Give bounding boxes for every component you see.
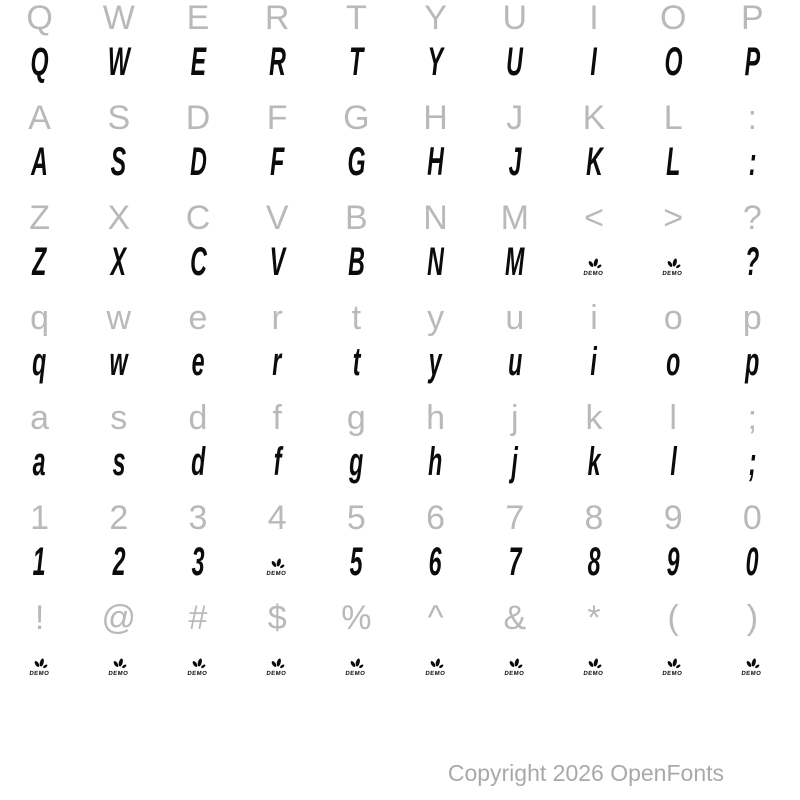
demo-placeholder-label: DEMO xyxy=(503,671,525,677)
specimen-cell xyxy=(713,36,792,92)
specimen-glyph: g xyxy=(349,440,364,484)
reference-glyph: ^ xyxy=(427,599,444,637)
reference-glyph: j xyxy=(511,399,519,437)
reference-glyph: U xyxy=(502,0,528,37)
specimen-cell xyxy=(0,436,79,492)
reference-glyph: 1 xyxy=(30,499,50,537)
specimen-cell xyxy=(238,136,317,192)
reference-glyph: ( xyxy=(667,599,679,637)
specimen-cell xyxy=(79,136,158,192)
specimen-cell xyxy=(634,336,713,392)
demo-placeholder-cell xyxy=(634,636,713,692)
demo-placeholder-label: DEMO xyxy=(186,671,208,677)
reference-glyph: 3 xyxy=(188,499,208,537)
reference-glyph: k xyxy=(585,399,603,437)
glyph-row-pair-5 xyxy=(0,500,792,600)
reference-glyph: ? xyxy=(742,199,762,237)
reference-glyph: V xyxy=(265,199,289,237)
reference-row-2 xyxy=(0,200,792,236)
reference-glyph: P xyxy=(741,0,764,37)
reference-glyph: G xyxy=(343,99,370,137)
reference-glyph: F xyxy=(266,99,288,137)
reference-glyph: 7 xyxy=(505,499,525,537)
reference-glyph: ) xyxy=(746,599,759,637)
reference-glyph: d xyxy=(188,399,208,437)
specimen-glyph: h xyxy=(428,440,443,484)
reference-glyph: K xyxy=(582,99,606,137)
reference-glyph: T xyxy=(346,0,367,37)
reference-glyph: l xyxy=(669,399,677,437)
specimen-cell xyxy=(0,236,79,292)
specimen-glyph: p xyxy=(745,340,760,384)
specimen-glyph: Z xyxy=(32,240,47,284)
splash-ornament-icon xyxy=(585,658,603,670)
specimen-cell xyxy=(79,236,158,292)
demo-placeholder-label: DEMO xyxy=(662,271,683,277)
reference-glyph: % xyxy=(341,599,372,637)
specimen-glyph: J xyxy=(508,140,522,184)
specimen-glyph: N xyxy=(427,240,444,284)
demo-placeholder-cell xyxy=(317,636,396,692)
specimen-glyph: r xyxy=(272,340,282,384)
specimen-cell xyxy=(317,36,396,92)
specimen-glyph: P xyxy=(744,40,761,84)
demo-placeholder-cell xyxy=(238,636,317,692)
specimen-row-0 xyxy=(0,36,792,92)
splash-ornament-icon xyxy=(664,258,682,270)
splash-ornament-icon xyxy=(348,658,366,670)
reference-glyph: i xyxy=(590,299,598,337)
splash-ornament-icon xyxy=(664,658,682,670)
demo-placeholder-glyph xyxy=(29,658,51,677)
specimen-glyph: O xyxy=(664,40,683,84)
demo-placeholder-glyph xyxy=(345,658,367,677)
reference-row-0 xyxy=(0,0,792,36)
specimen-cell xyxy=(158,336,237,392)
specimen-cell xyxy=(317,436,396,492)
reference-glyph: s xyxy=(110,399,128,437)
demo-placeholder-label: DEMO xyxy=(582,671,604,677)
demo-placeholder-cell xyxy=(713,636,792,692)
specimen-glyph: w xyxy=(109,340,128,384)
specimen-glyph: 8 xyxy=(587,540,601,584)
demo-placeholder-glyph xyxy=(583,258,605,277)
specimen-glyph: M xyxy=(505,240,525,284)
specimen-cell xyxy=(475,436,554,492)
specimen-glyph: 0 xyxy=(745,540,759,584)
specimen-cell xyxy=(634,436,713,492)
reference-row-6 xyxy=(0,600,792,636)
specimen-glyph: Q xyxy=(30,40,49,84)
specimen-cell xyxy=(634,136,713,192)
specimen-cell xyxy=(158,236,237,292)
glyph-row-pair-2 xyxy=(0,200,792,300)
specimen-glyph: V xyxy=(269,240,285,284)
reference-glyph: 8 xyxy=(584,499,604,537)
specimen-glyph: 2 xyxy=(112,540,126,584)
specimen-row-1 xyxy=(0,136,792,192)
demo-placeholder-glyph xyxy=(187,658,209,677)
splash-ornament-icon xyxy=(427,658,445,670)
specimen-glyph: L xyxy=(666,140,681,184)
specimen-cell xyxy=(713,536,792,592)
specimen-glyph: y xyxy=(429,340,443,384)
reference-glyph: L xyxy=(663,99,683,137)
demo-placeholder-cell xyxy=(79,636,158,692)
reference-glyph: H xyxy=(423,99,448,137)
reference-glyph: M xyxy=(500,199,529,237)
specimen-cell xyxy=(554,136,633,192)
reference-glyph: p xyxy=(742,299,762,337)
glyph-row-pair-0 xyxy=(0,0,792,100)
specimen-glyph: D xyxy=(189,140,207,184)
reference-glyph: 0 xyxy=(742,499,762,537)
specimen-cell xyxy=(158,136,237,192)
specimen-glyph: i xyxy=(590,340,598,384)
demo-placeholder-cell xyxy=(554,236,633,292)
specimen-row-5 xyxy=(0,536,792,592)
demo-placeholder-glyph xyxy=(662,658,684,677)
specimen-glyph: E xyxy=(190,40,206,84)
demo-placeholder-cell xyxy=(634,236,713,292)
specimen-cell xyxy=(475,336,554,392)
specimen-cell xyxy=(396,536,475,592)
reference-glyph: g xyxy=(346,399,366,437)
specimen-cell xyxy=(317,336,396,392)
specimen-glyph: s xyxy=(112,440,126,484)
specimen-cell xyxy=(317,536,396,592)
reference-glyph: : xyxy=(747,99,758,137)
specimen-row-3 xyxy=(0,336,792,392)
specimen-cell xyxy=(475,536,554,592)
specimen-row-6 xyxy=(0,636,792,692)
splash-ornament-icon xyxy=(744,658,762,670)
reference-glyph: y xyxy=(427,299,445,337)
reference-glyph: I xyxy=(589,0,599,37)
reference-glyph: t xyxy=(351,299,362,337)
specimen-cell xyxy=(554,436,633,492)
reference-glyph: r xyxy=(271,299,283,337)
specimen-cell xyxy=(713,436,792,492)
specimen-cell xyxy=(158,36,237,92)
specimen-cell xyxy=(238,336,317,392)
demo-placeholder-glyph xyxy=(266,558,288,577)
specimen-glyph: k xyxy=(587,440,601,484)
demo-placeholder-glyph xyxy=(662,258,684,277)
demo-placeholder-label: DEMO xyxy=(266,571,287,577)
specimen-cell xyxy=(0,536,79,592)
reference-glyph: C xyxy=(185,199,211,237)
reference-glyph: * xyxy=(587,599,601,637)
specimen-glyph: 6 xyxy=(429,540,443,584)
specimen-glyph: I xyxy=(590,40,598,84)
specimen-glyph: 1 xyxy=(33,540,47,584)
specimen-glyph: ; xyxy=(748,440,757,484)
specimen-cell xyxy=(396,436,475,492)
specimen-row-2 xyxy=(0,236,792,292)
specimen-row-4 xyxy=(0,436,792,492)
specimen-cell xyxy=(396,36,475,92)
splash-ornament-icon xyxy=(189,658,207,670)
reference-row-3 xyxy=(0,300,792,336)
demo-placeholder-glyph xyxy=(108,658,130,677)
reference-glyph: S xyxy=(107,99,131,137)
specimen-glyph: T xyxy=(349,40,364,84)
specimen-glyph: Y xyxy=(427,40,444,84)
specimen-cell xyxy=(79,336,158,392)
splash-ornament-icon xyxy=(110,658,128,670)
specimen-glyph: f xyxy=(273,440,282,484)
reference-glyph: @ xyxy=(101,599,137,637)
specimen-cell xyxy=(475,236,554,292)
specimen-cell xyxy=(79,436,158,492)
splash-ornament-icon xyxy=(31,658,49,670)
specimen-glyph: A xyxy=(31,140,48,184)
specimen-cell xyxy=(634,36,713,92)
specimen-cell xyxy=(554,336,633,392)
specimen-cell xyxy=(475,136,554,192)
specimen-cell xyxy=(634,536,713,592)
reference-glyph: # xyxy=(188,599,208,637)
demo-placeholder-cell xyxy=(396,636,475,692)
reference-glyph: h xyxy=(426,399,446,437)
specimen-cell xyxy=(238,36,317,92)
specimen-cell xyxy=(396,236,475,292)
specimen-glyph: t xyxy=(352,340,361,384)
demo-placeholder-cell xyxy=(158,636,237,692)
specimen-glyph: B xyxy=(348,240,365,284)
reference-glyph: A xyxy=(28,99,51,137)
specimen-glyph: 3 xyxy=(191,540,205,584)
specimen-cell xyxy=(713,136,792,192)
reference-glyph: > xyxy=(663,199,684,237)
reference-glyph: R xyxy=(264,0,290,37)
demo-placeholder-label: DEMO xyxy=(741,671,763,677)
specimen-glyph: e xyxy=(191,340,205,384)
demo-placeholder-label: DEMO xyxy=(424,671,446,677)
reference-row-1 xyxy=(0,100,792,136)
specimen-cell xyxy=(0,36,79,92)
specimen-glyph: F xyxy=(270,140,285,184)
reference-glyph: & xyxy=(503,599,527,637)
reference-glyph: o xyxy=(663,299,683,337)
glyph-row-pair-6 xyxy=(0,600,792,700)
specimen-glyph: R xyxy=(268,40,286,84)
specimen-glyph: : xyxy=(748,140,757,184)
specimen-cell xyxy=(396,336,475,392)
specimen-glyph: ? xyxy=(745,240,760,284)
demo-placeholder-cell xyxy=(0,636,79,692)
specimen-glyph: 9 xyxy=(666,540,680,584)
reference-row-4 xyxy=(0,400,792,436)
glyph-row-pair-4 xyxy=(0,400,792,500)
reference-glyph: 9 xyxy=(663,499,683,537)
reference-glyph: f xyxy=(272,399,282,437)
specimen-glyph: S xyxy=(111,140,127,184)
demo-placeholder-label: DEMO xyxy=(662,671,683,677)
reference-glyph: N xyxy=(423,199,448,237)
specimen-cell xyxy=(713,236,792,292)
reference-glyph: w xyxy=(106,299,132,337)
demo-placeholder-label: DEMO xyxy=(582,271,604,277)
demo-placeholder-cell xyxy=(475,636,554,692)
specimen-cell xyxy=(238,436,317,492)
reference-glyph: X xyxy=(107,199,131,237)
demo-placeholder-label: DEMO xyxy=(266,671,287,677)
reference-glyph: D xyxy=(185,99,211,137)
specimen-glyph: G xyxy=(347,140,366,184)
specimen-cell xyxy=(79,36,158,92)
specimen-cell xyxy=(0,136,79,192)
reference-glyph: $ xyxy=(267,599,287,637)
specimen-glyph: U xyxy=(506,40,524,84)
specimen-glyph: a xyxy=(33,440,47,484)
specimen-glyph: 7 xyxy=(508,540,522,584)
reference-glyph: ; xyxy=(747,399,758,437)
specimen-cell xyxy=(0,336,79,392)
demo-placeholder-label: DEMO xyxy=(28,671,50,677)
reference-glyph: a xyxy=(30,399,50,437)
reference-glyph: ! xyxy=(34,599,45,637)
reference-glyph: O xyxy=(659,0,687,37)
demo-placeholder-label: DEMO xyxy=(107,671,129,677)
glyph-row-pair-3 xyxy=(0,300,792,400)
specimen-glyph: d xyxy=(190,440,206,484)
reference-glyph: 2 xyxy=(109,499,129,537)
reference-glyph: u xyxy=(505,299,525,337)
demo-placeholder-glyph xyxy=(266,658,288,677)
demo-placeholder-glyph xyxy=(504,658,526,677)
specimen-cell xyxy=(158,536,237,592)
specimen-cell xyxy=(713,336,792,392)
reference-glyph: B xyxy=(345,199,368,237)
reference-glyph: < xyxy=(584,199,604,237)
reference-glyph: 5 xyxy=(346,499,366,537)
reference-glyph: W xyxy=(102,0,135,37)
demo-placeholder-glyph xyxy=(425,658,447,677)
reference-glyph: e xyxy=(188,299,208,337)
copyright-text: Copyright 2026 OpenFonts xyxy=(447,760,724,786)
specimen-glyph: 5 xyxy=(349,540,363,584)
reference-glyph: J xyxy=(506,99,524,137)
specimen-cell xyxy=(554,36,633,92)
specimen-glyph: u xyxy=(507,340,522,384)
specimen-glyph: o xyxy=(666,340,681,384)
reference-glyph: 6 xyxy=(426,499,446,537)
reference-glyph: E xyxy=(186,0,210,37)
specimen-cell xyxy=(317,236,396,292)
demo-placeholder-glyph xyxy=(583,658,605,677)
specimen-glyph: K xyxy=(585,140,603,184)
specimen-glyph: X xyxy=(111,240,127,284)
glyph-row-pair-1 xyxy=(0,100,792,200)
specimen-cell xyxy=(475,36,554,92)
specimen-glyph: W xyxy=(107,40,130,84)
specimen-cell xyxy=(317,136,396,192)
specimen-cell xyxy=(158,436,237,492)
demo-placeholder-cell xyxy=(238,536,317,592)
specimen-cell xyxy=(79,536,158,592)
demo-placeholder-glyph xyxy=(741,658,763,677)
specimen-glyph: C xyxy=(189,240,207,284)
splash-ornament-icon xyxy=(268,658,286,670)
specimen-glyph: j xyxy=(511,440,519,484)
reference-row-5 xyxy=(0,500,792,536)
demo-placeholder-label: DEMO xyxy=(345,671,367,677)
specimen-glyph: q xyxy=(32,340,47,384)
specimen-cell xyxy=(396,136,475,192)
demo-placeholder-cell xyxy=(554,636,633,692)
specimen-glyph: l xyxy=(669,440,677,484)
reference-glyph: 4 xyxy=(267,499,287,537)
reference-glyph: Z xyxy=(29,199,50,237)
splash-ornament-icon xyxy=(585,258,603,270)
splash-ornament-icon xyxy=(268,558,286,570)
reference-glyph: Y xyxy=(424,0,447,37)
splash-ornament-icon xyxy=(506,658,524,670)
specimen-cell xyxy=(238,236,317,292)
specimen-cell xyxy=(554,536,633,592)
reference-glyph: q xyxy=(30,299,50,337)
reference-glyph: Q xyxy=(26,0,53,37)
specimen-glyph: H xyxy=(427,140,444,184)
